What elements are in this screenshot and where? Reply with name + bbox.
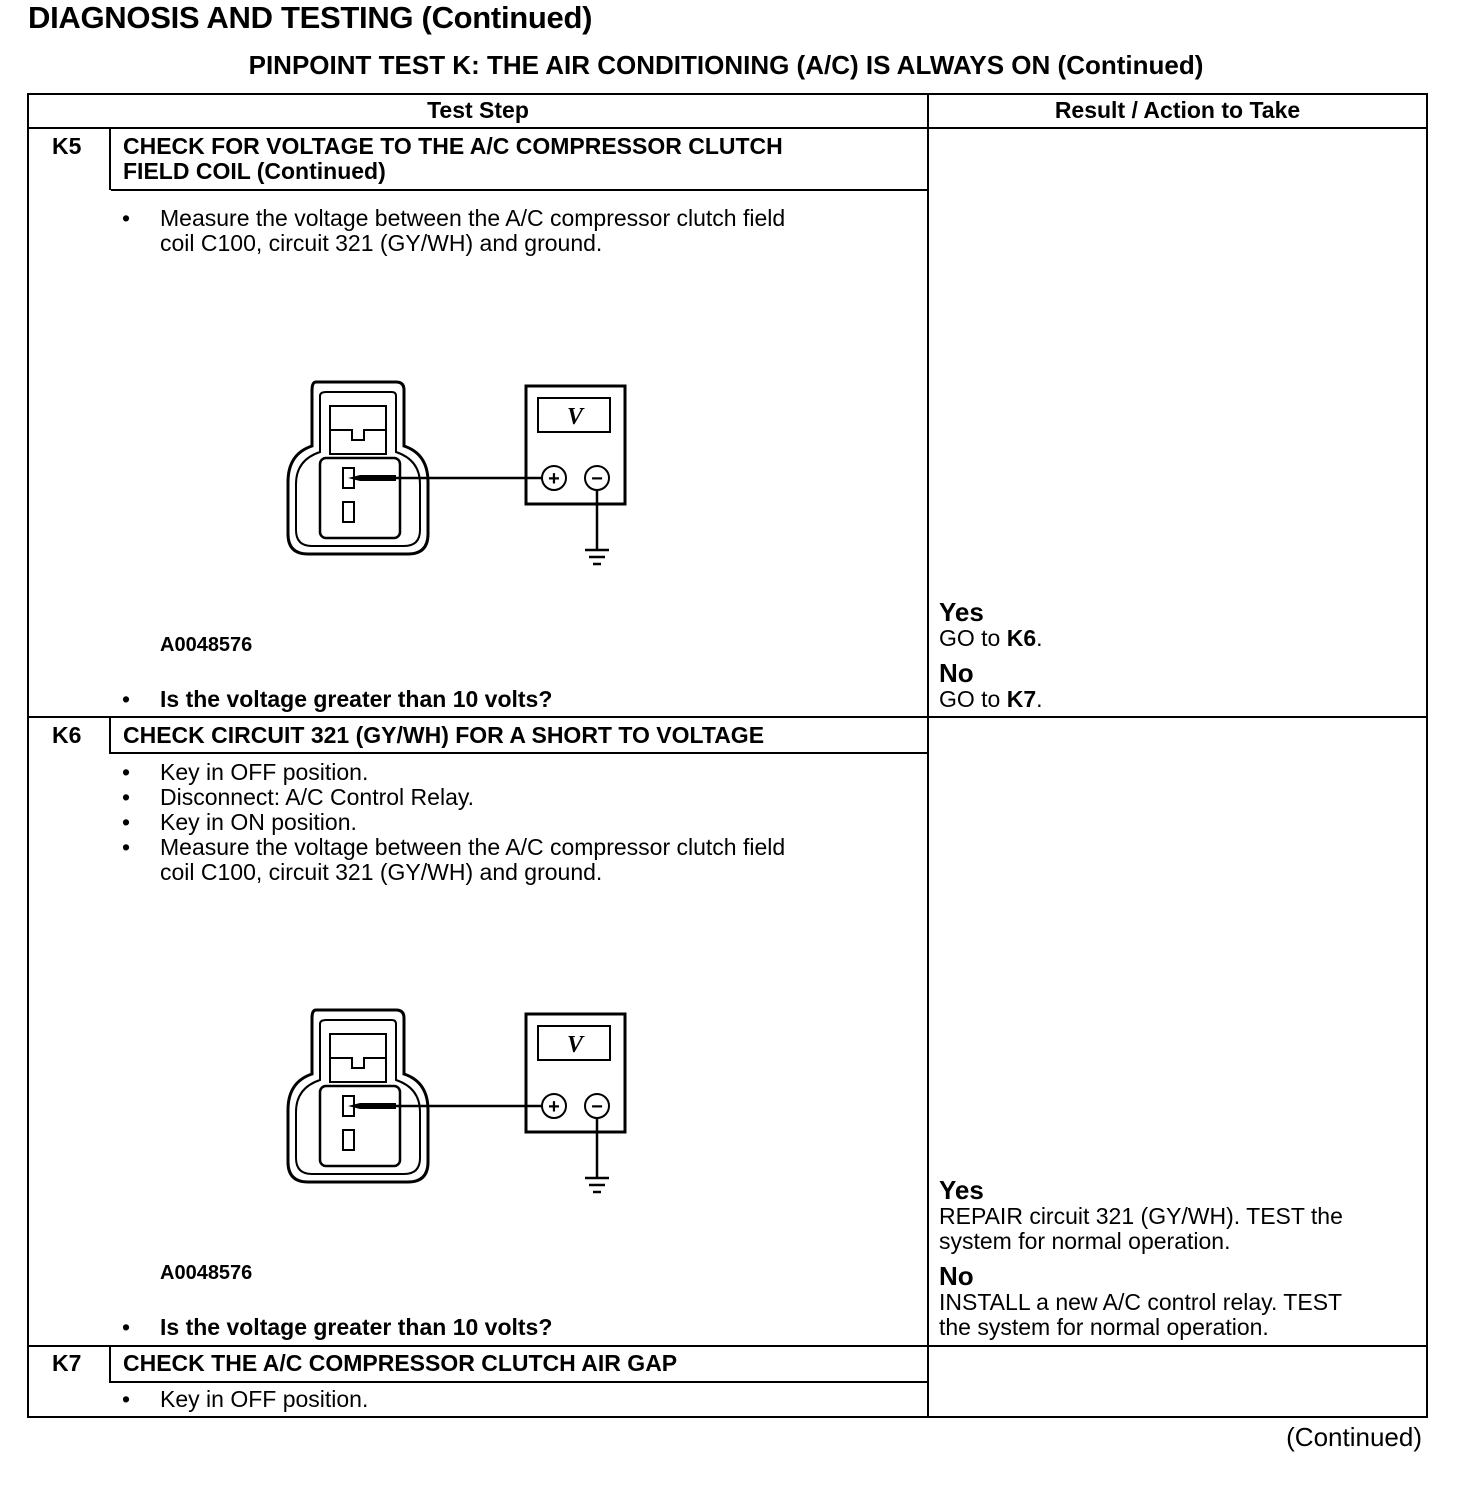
header-test-step: Test Step [427, 97, 529, 123]
k6-no-line1: INSTALL a new A/C control relay. TEST [939, 1289, 1343, 1315]
bullet: • [122, 834, 131, 860]
k5-figure-id: A0048576 [160, 634, 253, 656]
k6-step-id: K6 [52, 722, 82, 748]
k5-yes-label: Yes [939, 597, 984, 627]
k6-question: Is the voltage greater than 10 volts? [160, 1314, 553, 1340]
k6-yes-label: Yes [939, 1175, 984, 1205]
bullet: • [122, 1314, 131, 1340]
k5-yes-target: K6 [1006, 625, 1037, 651]
meter-plus-terminal: + [548, 468, 560, 490]
k5-title-line2: FIELD COIL (Continued) [123, 158, 386, 184]
k6-yes-line1: REPAIR circuit 321 (GY/WH). TEST the [939, 1203, 1343, 1229]
meter-minus-terminal: − [591, 1096, 603, 1118]
meter-minus-terminal: − [591, 468, 603, 490]
k5-no-action: GO to K7. [939, 686, 1043, 712]
header-rule [27, 127, 1428, 129]
k5-id-divider [109, 127, 111, 190]
continued-label: (Continued) [1286, 1422, 1422, 1452]
k6-bullet-3: Key in ON position. [160, 809, 357, 835]
k5-title-line1: CHECK FOR VOLTAGE TO THE A/C COMPRESSOR CLUTCH [123, 133, 783, 159]
bullet: • [122, 784, 131, 810]
k5-no-target: K7 [1006, 686, 1037, 712]
k7-title: CHECK THE A/C COMPRESSOR CLUTCH AIR GAP [123, 1350, 678, 1376]
k7-id-divider [109, 1345, 111, 1383]
k7-step-id: K7 [52, 1350, 82, 1376]
k6-id-divider [109, 716, 111, 754]
header-result: Result / Action to Take [1054, 97, 1301, 123]
meter-plus-terminal: + [548, 1096, 560, 1118]
page-title: DIAGNOSIS AND TESTING (Continued) [28, 0, 593, 35]
k5-no-label: No [939, 658, 974, 688]
k5-instruction-line2: coil C100, circuit 321 (GY/WH) and ground. [160, 230, 603, 256]
k5-title-rule [111, 189, 929, 191]
pinpoint-test-title: PINPOINT TEST K: THE AIR CONDITIONING (A/C) IS ALWAYS ON (Continued) [248, 50, 1204, 80]
k6-title-rule [111, 752, 929, 754]
k5-instruction-line1: Measure the voltage between the A/C compressor clutch field [160, 205, 786, 231]
k7-bullet-1: Key in OFF position. [160, 1386, 369, 1412]
k6-voltmeter-figure [288, 1010, 628, 1200]
k5-voltmeter-figure [288, 382, 628, 572]
k6-instruction-line1: Measure the voltage between the A/C compressor clutch field [160, 834, 786, 860]
bullet: • [122, 205, 131, 231]
k5-question: Is the voltage greater than 10 volts? [160, 686, 553, 712]
bullet: • [122, 809, 131, 835]
k6-yes-line2: system for normal operation. [939, 1228, 1231, 1254]
k6-title: CHECK CIRCUIT 321 (GY/WH) FOR A SHORT TO VOLTAGE [123, 722, 765, 748]
k6-no-label: No [939, 1261, 974, 1291]
column-divider [927, 93, 929, 1418]
meter-voltage-symbol: V [566, 404, 584, 430]
meter-voltage-symbol: V [566, 1032, 584, 1058]
k6-figure-id: A0048576 [160, 1262, 253, 1284]
bullet: • [122, 759, 131, 785]
k7-title-rule [111, 1381, 929, 1383]
bullet: • [122, 686, 131, 712]
k5-step-id: K5 [52, 133, 82, 159]
k6-no-line2: the system for normal operation. [939, 1314, 1269, 1340]
bullet: • [122, 1386, 131, 1412]
k6-instruction-line2: coil C100, circuit 321 (GY/WH) and ground. [160, 859, 603, 885]
k5-yes-action: GO to K6. [939, 625, 1043, 651]
k6-bottom-rule [27, 1345, 1428, 1347]
k6-bullet-1: Key in OFF position. [160, 759, 369, 785]
k6-bullet-2: Disconnect: A/C Control Relay. [160, 784, 475, 810]
k5-bottom-rule [27, 716, 1428, 718]
